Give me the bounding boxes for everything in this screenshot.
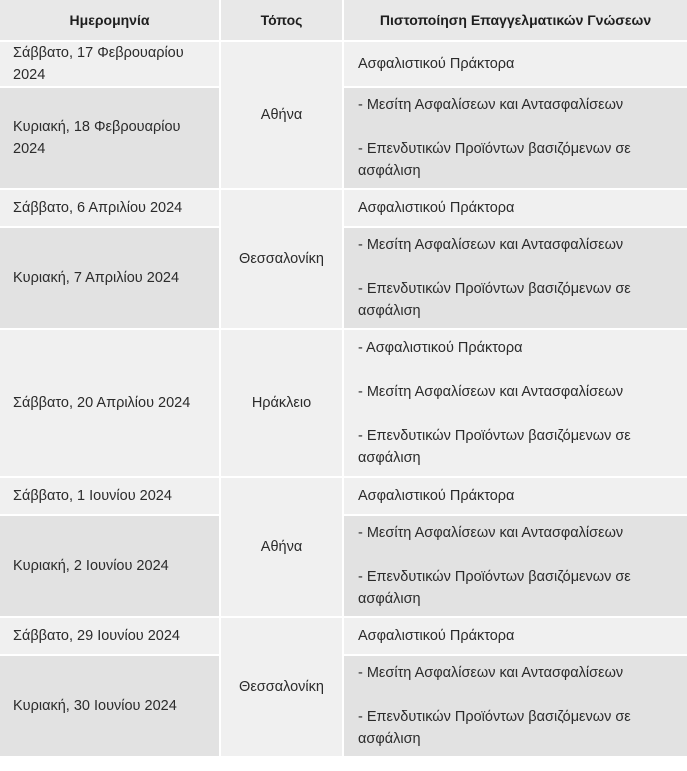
place-cell: Αθήνα xyxy=(220,41,343,189)
cert-cell xyxy=(343,515,687,617)
cert-item: Ασφαλιστικού Πράκτορα xyxy=(358,628,515,644)
cert-cell xyxy=(343,477,687,515)
line-gap xyxy=(358,544,675,566)
date-cell: Σάββατο, 17 Φεβρουαρίου 2024 xyxy=(0,41,220,87)
table-row xyxy=(0,189,687,227)
date-cell: Κυριακή, 18 Φεβρουαρίου 2024 xyxy=(0,87,220,189)
table-row xyxy=(0,87,687,189)
date-cell: Σάββατο, 20 Απριλίου 2024 xyxy=(0,329,220,477)
place-cell: Ηράκλειο xyxy=(220,329,343,477)
table-row xyxy=(0,655,687,757)
cert-item: - Επενδυτικών Προϊόντων βασιζόμενων σε ασφάλιση xyxy=(358,569,631,607)
table-body xyxy=(0,41,687,757)
place-cell: Θεσσαλονίκη xyxy=(220,189,343,329)
date-cell: Σάββατο, 29 Ιουνίου 2024 xyxy=(0,617,220,655)
cert-cell xyxy=(343,87,687,189)
cert-item: - Μεσίτη Ασφαλίσεων και Αντασφαλίσεων xyxy=(358,97,624,113)
header-place: Τόπος xyxy=(220,0,343,41)
cert-cell xyxy=(343,189,687,227)
cert-item: - Μεσίτη Ασφαλίσεων και Αντασφαλίσεων xyxy=(358,665,624,681)
cert-cell xyxy=(343,227,687,329)
table-row xyxy=(0,617,687,655)
cert-cell xyxy=(343,617,687,655)
cert-cell xyxy=(343,41,687,87)
header-row xyxy=(0,0,687,41)
cert-item: Ασφαλιστικού Πράκτορα xyxy=(358,200,515,216)
table-row xyxy=(0,329,687,477)
line-gap xyxy=(358,256,675,278)
place-cell: Θεσσαλονίκη xyxy=(220,617,343,757)
place-cell: Αθήνα xyxy=(220,477,343,617)
line-gap xyxy=(358,359,675,381)
cert-cell xyxy=(343,329,687,477)
date-cell: Κυριακή, 30 Ιουνίου 2024 xyxy=(0,655,220,757)
line-gap xyxy=(358,403,675,425)
line-gap xyxy=(358,684,675,706)
table-row xyxy=(0,515,687,617)
header-date: Ημερομηνία xyxy=(0,0,220,41)
cert-item: Ασφαλιστικού Πράκτορα xyxy=(358,488,515,504)
cert-item: Ασφαλιστικού Πράκτορα xyxy=(358,56,515,72)
header-cert: Πιστοποίηση Επαγγελματικών Γνώσεων xyxy=(343,0,687,41)
date-cell: Κυριακή, 2 Ιουνίου 2024 xyxy=(0,515,220,617)
line-gap xyxy=(358,116,675,138)
date-cell: Κυριακή, 7 Απριλίου 2024 xyxy=(0,227,220,329)
date-cell: Σάββατο, 6 Απριλίου 2024 xyxy=(0,189,220,227)
table-row xyxy=(0,41,687,87)
table-row xyxy=(0,477,687,515)
date-cell: Σάββατο, 1 Ιουνίου 2024 xyxy=(0,477,220,515)
cert-item: - Μεσίτη Ασφαλίσεων και Αντασφαλίσεων xyxy=(358,525,624,541)
cert-item: - Ασφαλιστικού Πράκτορα xyxy=(358,340,523,356)
cert-item: - Μεσίτη Ασφαλίσεων και Αντασφαλίσεων xyxy=(358,384,624,400)
cert-item: - Μεσίτη Ασφαλίσεων και Αντασφαλίσεων xyxy=(358,237,624,253)
table-row xyxy=(0,227,687,329)
cert-item: - Επενδυτικών Προϊόντων βασιζόμενων σε ασφάλιση xyxy=(358,281,631,319)
cert-item: - Επενδυτικών Προϊόντων βασιζόμενων σε ασφάλιση xyxy=(358,428,631,466)
cert-item: - Επενδυτικών Προϊόντων βασιζόμενων σε ασφάλιση xyxy=(358,709,631,747)
cert-item: - Επενδυτικών Προϊόντων βασιζόμενων σε ασφάλιση xyxy=(358,141,631,179)
cert-cell xyxy=(343,655,687,757)
